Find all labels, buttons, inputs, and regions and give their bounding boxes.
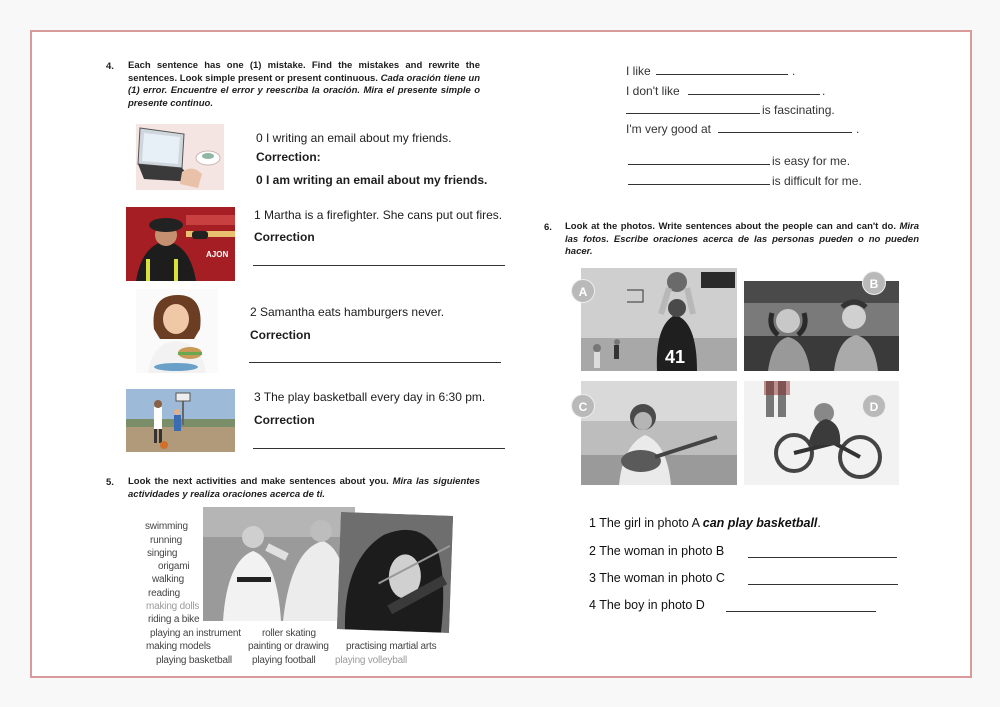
likes-line-5-blank[interactable] (628, 164, 770, 165)
photo-c-badge: C (571, 394, 595, 418)
q5-number: 5. (106, 477, 114, 488)
activity-reading: reading (148, 588, 180, 599)
likes-line-3-blank[interactable] (626, 113, 760, 114)
activity-playing-football: playing football (252, 655, 316, 666)
likes-line-1-blank[interactable] (656, 74, 788, 75)
activity-roller-skating: roller skating (262, 628, 316, 639)
q4-example-correction-label: Correction: (256, 150, 321, 164)
likes-line-4-label: I'm very good at (626, 122, 711, 136)
photo-d-badge: D (862, 394, 886, 418)
q6-sentence-1: 1 The girl in photo A can play basketball. (589, 516, 821, 530)
firefighter-photo (126, 207, 235, 281)
q6-sentence-4: 4 The boy in photo D (589, 598, 705, 612)
activity-playing-an-instrument: playing an instrument (150, 628, 241, 639)
photo-c-guitar (581, 381, 737, 485)
q4-item2-answer-line[interactable] (249, 362, 501, 363)
q6-sentence-4-blank[interactable] (726, 611, 876, 612)
q6-sentence-2-blank[interactable] (748, 557, 897, 558)
q4-item3-correction-label: Correction (254, 413, 315, 427)
activity-running: running (150, 535, 182, 546)
activity-playing-basketball: playing basketball (156, 655, 232, 666)
activity-singing: singing (147, 548, 178, 559)
q4-item2-sentence: 2 Samantha eats hamburgers never. (250, 305, 445, 319)
q4-item1-correction-label: Correction (254, 230, 315, 244)
photo-a-basketball (581, 268, 737, 371)
jersey-number: 41 (665, 347, 686, 367)
q6-instruction: Look at the photos. Write sentences about the people can and can't do. Mira las fotos. Escribe oraciones acerca de las personas pueden o no pueden hacer. (565, 221, 920, 257)
q4-example-answer: 0 I am writing an email about my friends. (256, 173, 488, 187)
q4-item3-sentence: 3 The play basketball every day in 6:30 pm. (254, 390, 486, 404)
likes-line-3-label: is fascinating. (762, 103, 835, 117)
q4-item2-correction-label: Correction (250, 328, 311, 342)
likes-line-6-blank[interactable] (628, 184, 770, 185)
activity-walking: walking (152, 574, 184, 585)
activity-playing-volleyball: playing volleyball (335, 655, 408, 666)
likes-line-5-label: is easy for me. (772, 154, 851, 168)
q6-sentence-1-answer: can play basketball (702, 516, 818, 530)
truck-text: AJON (206, 250, 229, 259)
likes-line-2-end: . (822, 84, 826, 98)
q4-item3-answer-line[interactable] (253, 448, 505, 449)
likes-line-4-blank[interactable] (718, 132, 852, 133)
activity-riding-a-bike: riding a bike (148, 614, 200, 625)
laptop-photo (136, 124, 224, 190)
likes-line-6-label: is difficult for me. (772, 174, 862, 188)
activity-painting-or-drawing: painting or drawing (248, 641, 329, 652)
activity-swimming: swimming (145, 521, 188, 532)
basketball-court-photo (126, 389, 235, 452)
q4-item1-answer-line[interactable] (253, 265, 505, 266)
activity-origami: origami (158, 561, 190, 572)
photo-a-badge: A (571, 279, 595, 303)
violin-girl-photo (337, 512, 453, 633)
likes-line-4-end: . (856, 122, 860, 136)
likes-line-1-label: I like (626, 64, 651, 78)
q6-sentence-2: 2 The woman in photo B (589, 544, 725, 558)
q5-instruction: Look the next activities and make sentences about you. Mira las siguientes actividades y realiza oraciones acerca de ti. (128, 476, 481, 500)
likes-line-2-label: I don't like (626, 84, 680, 98)
likes-line-1-end: . (792, 64, 796, 78)
activity-making-dolls: making dolls (146, 601, 200, 612)
likes-line-2-blank[interactable] (688, 94, 820, 95)
q4-item1-sentence: 1 Martha is a firefighter. She cans put out fires. (254, 208, 503, 222)
activity-making-models: making models (146, 641, 211, 652)
q4-instruction: Each sentence has one (1) mistake. Find the mistakes and rewrite the sentences. Look simple present or present continuous. Cada oración tiene un (1) error. Encuentre el error y reescriba la oración. Mira el presente simple o presente continuo. (128, 60, 481, 109)
martial-arts-photo (203, 507, 355, 621)
q4-example-sentence: 0 I writing an email about my friends. (256, 131, 452, 145)
q4-number: 4. (106, 61, 114, 72)
q6-sentence-3-blank[interactable] (748, 584, 898, 585)
q6-number: 6. (544, 222, 552, 233)
girl-hamburger-photo (136, 289, 218, 373)
q6-sentence-3: 3 The woman in photo C (589, 571, 725, 585)
photo-b-badge: B (862, 271, 886, 295)
activity-practising-martial-arts: practising martial arts (346, 641, 437, 652)
